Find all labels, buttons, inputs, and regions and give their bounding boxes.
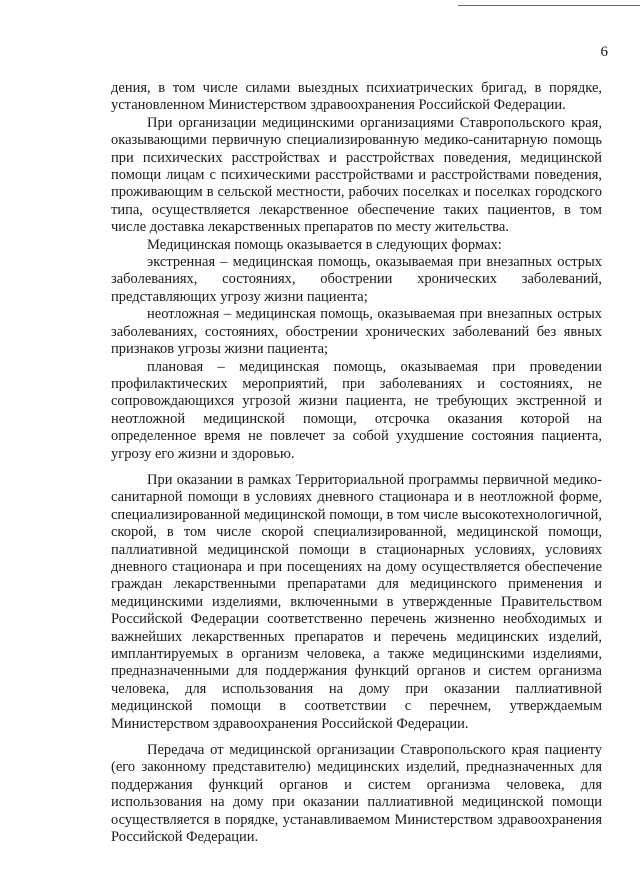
document-body: [111, 80, 602, 846]
paragraph-planned-form: плановая – медицинская помощь, оказываемая при проведении профилактических мероприятий, при заболеваниях и состояниях, не сопровождающихся угрозой жизни пациента, не требующих экстренной и неотложной медицинской помощи, отсрочка оказания которой на определенное время не повлечет за собой ухудшение состояния пациента, угрозу его жизни и здоровью.: [111, 358, 602, 462]
page-number: 6: [600, 44, 608, 60]
paragraph-emergency-form: экстренная – медицинская помощь, оказываемая при внезапных острых заболеваниях, состояниях, обострении хронических заболеваний, представляющих угрозу жизни пациента;: [111, 254, 602, 305]
paragraph-continuation: дения, в том числе силами выездных психиатрических бригад, в порядке, установленном Министерством здравоохранения Российской Федерации.: [111, 80, 602, 114]
paragraph-drug-provision: При оказании в рамках Территориальной программы первичной медико-санитарной помощи в условиях дневного стационара и в неотложной форме, специализированной медицинской помощи, в том числе высокотехнологичной, скорой, в том числе скорой специализированной, медицинской помощи, паллиативной медицинской помощи в стационарных условиях, условиях дневного стационара и при посещениях на дому осуществляется обеспечение граждан лекарственными препаратами для медицинского применения и медицинскими изделиями, включенными в утвержденные Правительством Российской Федерации соответственно перечень жизненно необходимых и важнейших лекарственных препаратов и перечень медицинских изделий, имплантируемых в организм человека, а также медицинскими изделиями, предназначенными для поддержания функций органов и систем организма человека, для использования на дому при оказании паллиативной медицинской помощи в соответствии с перечнем, утверждаемым Министерством здравоохранения Российской Федерации.: [111, 471, 602, 732]
paragraph-device-transfer: Передача от медицинской организации Ставропольского края пациенту (его законному представителю) медицинских изделий, предназначенных для поддержания функций органов и систем организма человека, для использования на дому при оказании паллиативной медицинской помощи осуществляется в порядке, устанавливаемом Министерством здравоохранения Российской Федерации.: [111, 742, 602, 846]
paragraph-urgent-form: неотложная – медицинская помощь, оказываемая при внезапных острых заболеваниях, состояниях, обострении хронических заболеваний без явных признаков угрозы жизни пациента;: [111, 306, 602, 358]
paragraph-care-forms-intro: Медицинская помощь оказывается в следующих формах:: [147, 236, 502, 253]
scan-edge-line: [458, 5, 640, 6]
paragraph-psychiatric-care: При организации медицинскими организациями Ставропольского края, оказывающими первичную специализированную медико-санитарную помощь при психических расстройствах и расстройствах поведения, медицинской помощи лицам с психическими расстройствами и расстройствами поведения, проживающим в сельской местности, рабочих поселках и поселках городского типа, осуществляется лекарственное обеспечение таких пациентов, в том числе доставка лекарственных препаратов по месту жительства.: [111, 114, 602, 236]
